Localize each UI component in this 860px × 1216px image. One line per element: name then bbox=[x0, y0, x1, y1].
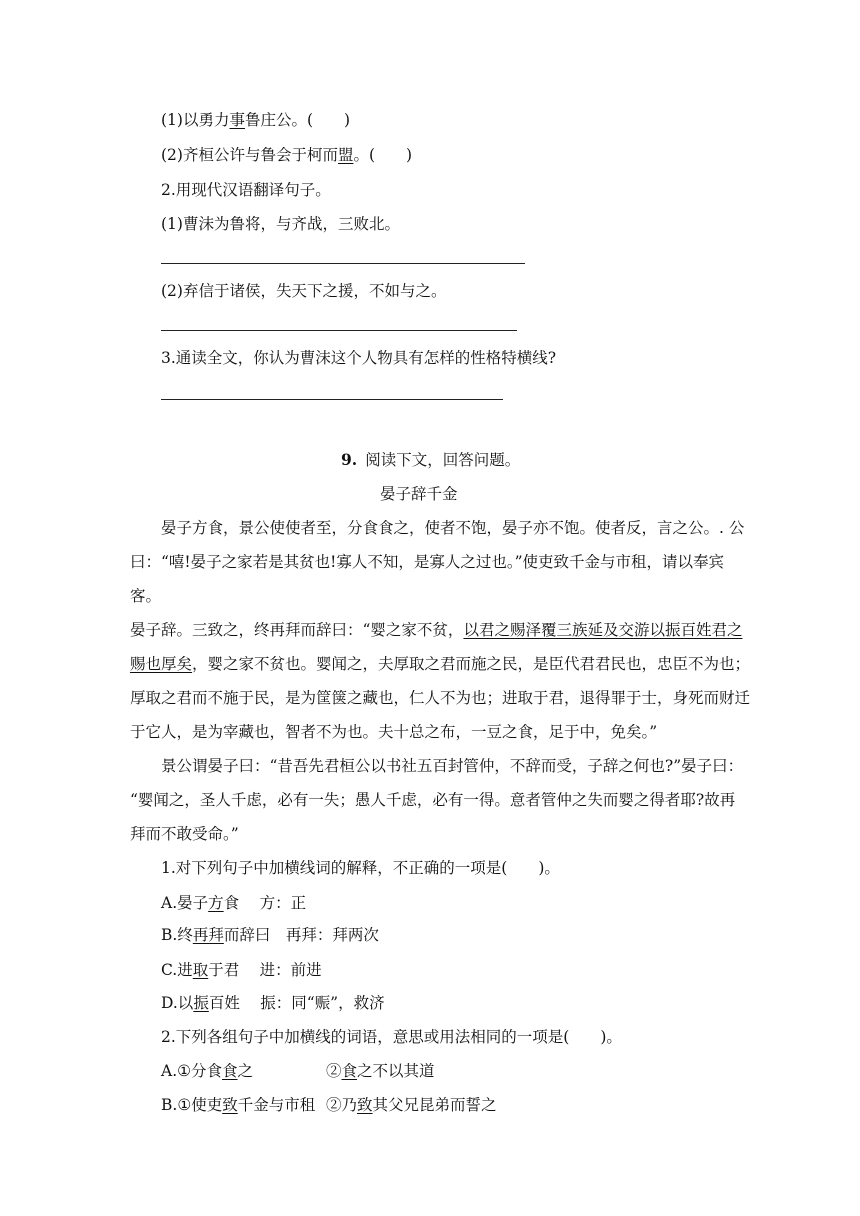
question-9-header bbox=[341, 450, 520, 470]
option-a[interactable] bbox=[161, 893, 306, 913]
underlined-sentence: 赐也厚矣 bbox=[130, 655, 193, 673]
text: C.进 bbox=[161, 961, 193, 979]
text: 于君 进：前进 bbox=[208, 961, 322, 979]
text: 之不以其道 bbox=[357, 1062, 435, 1080]
underlined-word: 振 bbox=[193, 994, 209, 1012]
passage-line bbox=[130, 620, 742, 640]
task-3-heading: 3.通读全文，你认为曹沫这个人物具有怎样的性格特横线? bbox=[161, 349, 557, 367]
option-a-right[interactable] bbox=[326, 1061, 435, 1081]
text: (1)以勇力 bbox=[161, 111, 230, 129]
underlined-word: 致 bbox=[222, 1096, 238, 1114]
passage-line: 厚取之君而不施于民，是为筐箧之藏也，仁人不为也；进取于君，退得罪于士，身死而财迁 bbox=[130, 689, 751, 707]
sub-question-1: 1.对下列句子中加横线词的解释，不正确的一项是( )。 bbox=[161, 859, 560, 877]
text: D.以 bbox=[161, 994, 194, 1012]
text: (2)齐桓公许与鲁会于柯而 bbox=[161, 146, 338, 164]
text: 百姓 振：同“赈”，救济 bbox=[208, 994, 385, 1012]
text: 鲁庄公。( ) bbox=[244, 111, 351, 129]
task-2-heading: 2.用现代汉语翻译句子。 bbox=[161, 181, 331, 199]
text: B.①使吏 bbox=[161, 1096, 223, 1114]
underlined-word: 食 bbox=[222, 1062, 238, 1080]
passage-line: 景公谓晏子曰：“昔吾先君桓公以书社五百封管仲，不辞而受，子辞之何也?”晏子曰： bbox=[161, 757, 744, 775]
answer-line-2[interactable] bbox=[161, 330, 517, 331]
option-d[interactable] bbox=[161, 993, 385, 1013]
passage-title: 晏子辞千金 bbox=[380, 485, 458, 503]
passage-line: 拜而不敢受命。” bbox=[130, 825, 239, 843]
underlined-sentence: 以君之赐泽覆三族延及交游以振百姓君之 bbox=[463, 621, 743, 639]
text: A.①分食 bbox=[161, 1062, 223, 1080]
text: 而辞曰 再拜：拜两次 bbox=[223, 926, 379, 944]
text: ② bbox=[326, 1062, 342, 1080]
underlined-word: 致 bbox=[357, 1096, 373, 1114]
underlined-word: 再拜 bbox=[192, 926, 224, 944]
passage-line bbox=[130, 654, 750, 674]
passage-line: 晏子方食，景公使使者至，分食食之，使者不饱，晏子亦不饱。使者反，言之公。. 公 bbox=[161, 519, 745, 537]
text: ，婴之家不贫也。婴闻之，夫厚取之君而施之民，是臣代君君民也，忠臣不为也； bbox=[192, 655, 751, 673]
underlined-word: 食 bbox=[341, 1062, 358, 1080]
translate-sentence-2: (2)弃信于诸侯，失天下之援，不如与之。 bbox=[161, 282, 447, 300]
passage-line: “婴闻之，圣人千虑，必有一失；愚人千虑，必有一得。意者管仲之失而婴之得者耶?故再 bbox=[130, 791, 736, 809]
text: 。( ) bbox=[353, 146, 413, 164]
underlined-word: 盟 bbox=[337, 146, 354, 164]
text: A.晏子 bbox=[161, 894, 209, 912]
passage-line: 于它人，是为宰藏也，智者不为也。夫十总之布，一豆之食，足于中，免矣。” bbox=[130, 723, 658, 741]
option-c[interactable] bbox=[161, 960, 322, 980]
option-b-left[interactable] bbox=[161, 1095, 315, 1115]
text: 其父兄昆弟而誓之 bbox=[372, 1096, 497, 1114]
answer-line-1[interactable] bbox=[161, 263, 525, 264]
translate-sentence-1: (1)曹沫为鲁将，与齐战，三败北。 bbox=[161, 215, 400, 233]
option-a-left[interactable] bbox=[161, 1061, 253, 1081]
text: B.终 bbox=[161, 926, 193, 944]
instruction-text: 阅读下文，回答问题。 bbox=[365, 451, 521, 469]
underlined-word: 取 bbox=[192, 961, 209, 979]
question-number: 9. bbox=[341, 450, 358, 469]
text: 之 bbox=[237, 1062, 254, 1080]
vocab-item-2 bbox=[161, 145, 412, 165]
passage-line: 曰：“嘻!晏子之家若是其贫也!寡人不知，是寡人之过也。”使吏致千金与市租，请以奉宾 bbox=[130, 553, 725, 571]
text: ②乃 bbox=[326, 1096, 358, 1114]
vocab-item-1 bbox=[161, 110, 350, 130]
answer-line-3[interactable] bbox=[161, 399, 503, 400]
sub-question-2: 2.下列各组句子中加横线的词语，意思或用法相同的一项是( )。 bbox=[161, 1028, 622, 1046]
text: 千金与市租 bbox=[237, 1096, 316, 1114]
passage-line: 客。 bbox=[130, 587, 162, 605]
option-b-right[interactable] bbox=[326, 1095, 497, 1115]
underlined-word: 方 bbox=[208, 894, 224, 912]
text: 晏子辞。三致之，终再拜而辞曰：“婴之家不贫， bbox=[130, 621, 464, 639]
text: 食 方：正 bbox=[223, 894, 307, 912]
underlined-word: 事 bbox=[229, 111, 245, 129]
option-b[interactable] bbox=[161, 925, 379, 945]
